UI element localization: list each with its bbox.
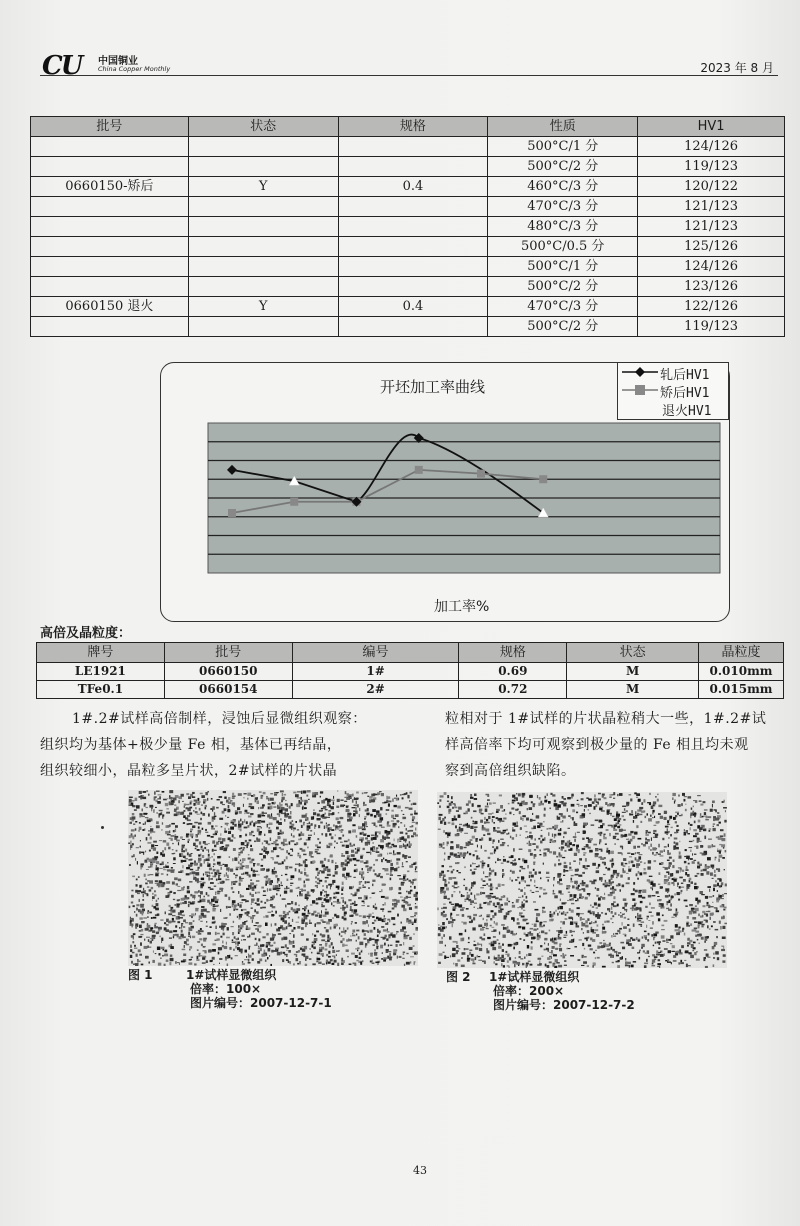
hv-cell: 120/122 — [638, 177, 785, 197]
col-header-number: 编号 — [292, 643, 459, 663]
data-point-square — [290, 498, 298, 506]
legend-item — [618, 381, 728, 399]
paragraph-line: 粒相对于 1#试样的片状晶粒稍大一些，1#.2#试 — [445, 711, 767, 727]
page-number: 43 — [413, 1164, 427, 1177]
grade-cell: TFe0.1 — [37, 681, 165, 699]
state-cell: Y — [188, 177, 338, 197]
body-text-left — [40, 706, 420, 784]
micrograph-image — [437, 792, 727, 968]
col-header-state: 状态 — [567, 643, 699, 663]
paragraph-line: 组织较细小，晶粒多呈片状，2#试样的片状晶 — [40, 763, 338, 779]
figure-label: 图 2 — [446, 970, 471, 984]
figure-caption — [446, 970, 471, 984]
table-row — [37, 681, 784, 699]
hv-cell: 122/126 — [638, 297, 785, 317]
paragraph-line: 组织均为基体+极少量 Fe 相，基体已再结晶， — [40, 737, 342, 753]
number-cell: 1# — [292, 663, 459, 681]
table-row — [37, 663, 784, 681]
section-title: 高倍及晶粒度： — [40, 626, 132, 641]
property-cell: 500°C/1 分 — [488, 257, 638, 277]
state-cell: M — [567, 663, 699, 681]
legend-label: 轧后HV1 — [660, 368, 710, 383]
col-header-batch: 批号 — [164, 643, 292, 663]
batch-cell: 0660150 — [164, 663, 292, 681]
micrograph-image — [128, 790, 418, 966]
spec-cell: 0.72 — [459, 681, 567, 699]
property-cell: 500°C/2 分 — [488, 277, 638, 297]
legend-swatch-square — [620, 381, 660, 399]
hv-cell: 124/126 — [638, 257, 785, 277]
col-header-grain-size: 晶粒度 — [699, 643, 784, 663]
property-cell: 460°C/3 分 — [488, 177, 638, 197]
col-header-batch: 批号 — [31, 117, 189, 137]
chart-legend — [617, 362, 729, 420]
grain-size-table — [36, 642, 784, 699]
legend-label: 退火HV1 — [662, 404, 712, 419]
legend-item — [618, 399, 728, 417]
chart-title: 开坯加工率曲线 — [380, 378, 486, 396]
figure-title: 1#试样显微组织 — [489, 970, 580, 984]
figure-title: 1#试样显微组织 — [186, 968, 277, 982]
data-point-square — [228, 509, 236, 517]
legend-label: 矫后HV1 — [660, 386, 710, 401]
ink-dot — [101, 826, 104, 829]
number-cell: 2# — [292, 681, 459, 699]
hv-cell: 125/126 — [638, 237, 785, 257]
journal-name-en: China Copper Monthly — [98, 65, 171, 73]
col-header-spec: 规格 — [459, 643, 567, 663]
journal-name-cn: 中国铜业 — [98, 56, 138, 67]
hv-cell: 124/126 — [638, 137, 785, 157]
hv-cell: 119/123 — [638, 157, 785, 177]
paragraph-line: 样高倍率下均可观察到极少量的 Fe 相且均未观 — [445, 737, 749, 753]
figure-number: 图片编号：2007-12-7-2 — [493, 998, 635, 1012]
col-header-grade: 牌号 — [37, 643, 165, 663]
grain-size-cell: 0.015mm — [699, 681, 784, 699]
hv-cell: 123/126 — [638, 277, 785, 297]
state-cell: Y — [188, 297, 338, 317]
issue-date: 2023 年 8 月 — [700, 61, 774, 75]
batch-cell: 0660150-矫后 — [31, 177, 189, 197]
col-header-property: 性质 — [488, 117, 638, 137]
figure-caption-text — [186, 968, 332, 1010]
paragraph-line: 察到高倍组织缺陷。 — [445, 763, 576, 779]
table-header-row — [37, 643, 784, 663]
property-cell: 500°C/2 分 — [488, 317, 638, 337]
property-cell: 500°C/1 分 — [488, 137, 638, 157]
hv-cell: 119/123 — [638, 317, 785, 337]
spec-cell: 0.69 — [459, 663, 567, 681]
paragraph-line: 1#.2#试样高倍制样，浸蚀后显微组织观察： — [72, 711, 367, 727]
spec-cell: 0.4 — [338, 177, 488, 197]
journal-logo: CU — [42, 51, 82, 81]
chart-x-axis-label: 加工率% — [434, 599, 490, 615]
grade-cell: LE1921 — [37, 663, 165, 681]
data-point-square — [477, 470, 485, 478]
figure-caption — [128, 968, 153, 982]
legend-swatch-diamond — [620, 363, 660, 381]
grain-size-cell: 0.010mm — [699, 663, 784, 681]
figure-label: 图 1 — [128, 968, 153, 982]
col-header-state: 状态 — [188, 117, 338, 137]
batch-cell: 0660150 退火 — [31, 297, 189, 317]
property-cell: 470°C/3 分 — [488, 297, 638, 317]
col-header-spec: 规格 — [338, 117, 488, 137]
body-text-right — [445, 706, 795, 784]
figure-magnification: 倍率：100× — [190, 982, 262, 996]
hv-cell: 121/123 — [638, 197, 785, 217]
property-cell: 470°C/3 分 — [488, 197, 638, 217]
spec-cell: 0.4 — [338, 297, 488, 317]
property-cell: 480°C/3 分 — [488, 217, 638, 237]
figure-caption-text — [489, 970, 635, 1012]
col-header-hv1: HV1 — [638, 117, 785, 137]
property-cell: 500°C/2 分 — [488, 157, 638, 177]
figure-magnification: 倍率：200× — [493, 984, 565, 998]
state-cell: M — [567, 681, 699, 699]
data-point-square — [415, 466, 423, 474]
batch-cell: 0660154 — [164, 681, 292, 699]
figure-number: 图片编号：2007-12-7-1 — [190, 996, 332, 1010]
property-cell: 500°C/0.5 分 — [488, 237, 638, 257]
legend-item — [618, 363, 728, 381]
data-point-square — [539, 475, 547, 483]
hv-cell: 121/123 — [638, 217, 785, 237]
